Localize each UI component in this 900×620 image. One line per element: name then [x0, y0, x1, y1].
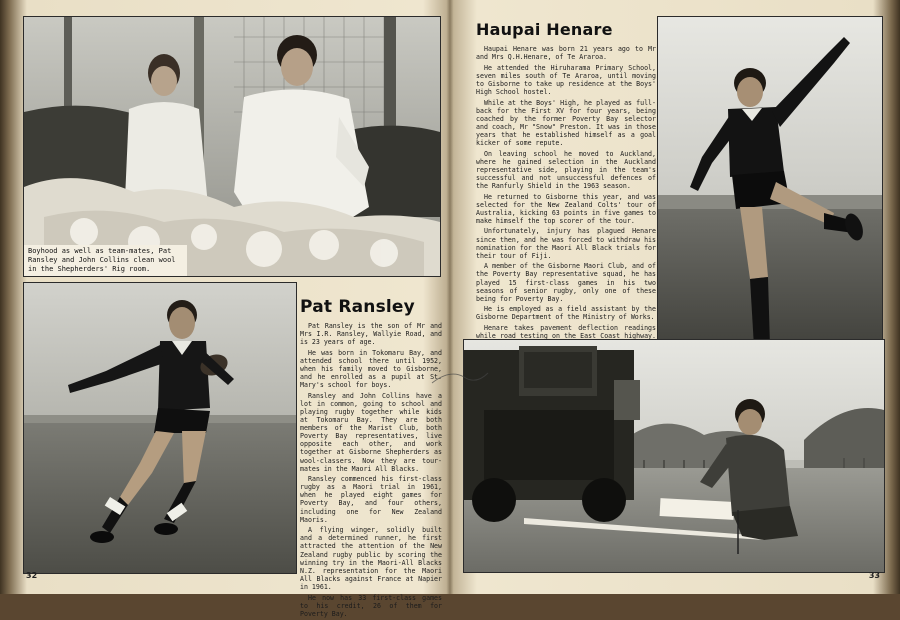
henare-kicking-photo — [658, 17, 882, 362]
henare-paragraph: He attended the Hiruharama Primary School, seven miles south of Te Araroa, until moving to Gisborne to take up residence at the Boys' High School hostel. — [476, 63, 656, 96]
wool-shed-caption: Boyhood as well as team-mates, Pat Ransley and John Collins clean wool in the Shepherders' Rig room. — [24, 245, 187, 276]
wool-shed-photo — [24, 17, 440, 276]
ransley-running-illustration — [24, 283, 296, 573]
henare-paragraph: A member of the Gisborne Maori Club, and of the Poverty Bay representative squad, he has played 15 first-class games in his two seasons of senior rugby, only one of these being for Poverty Bay. — [476, 262, 656, 303]
wool-shed-illustration — [24, 17, 440, 276]
ransley-paragraph: Pat Ransley is the son of Mr and Mrs I.R. Ransley, Wallyie Road, and is 23 years of age. — [300, 322, 442, 347]
henare-paragraph: He is employed as a field assistant by the Gisborne Department of the Ministry of Works. — [476, 305, 656, 322]
ransley-paragraph: He was born in Tokomaru Bay, and attended school there until 1952, when his family moved to Gisborne, and he enrolled as a pupil at St. Mary's school for boys. — [300, 348, 442, 390]
henare-paragraph: Unfortunately, injury has plagued Henare since then, and he was forced to withdraw his nomination for the Maori All Black trials for their tour of Fiji. — [476, 227, 656, 260]
ransley-article-body — [300, 322, 442, 620]
henare-paragraph: Henare takes pavement deflection readings while road testing on the East Coast highway. — [476, 324, 656, 341]
ransley-paragraph: A flying winger, solidly built and a determined runner, he first attracted the attention of the New Zealand rugby public by scoring the winning try in the Maori-All Blacks N.Z. representation for the Maori All Blacks against France at Napier in 1961. — [300, 526, 442, 591]
pencil-annotation-line — [430, 365, 490, 395]
road-testing-illustration — [464, 340, 884, 572]
ransley-paragraph: Ransley commenced his first-class rugby as a Maori trial in 1961, when he played eight games for Poverty Bay, and four others, including one for New Zealand Maoris. — [300, 475, 442, 524]
page-number-right: 33 — [868, 571, 880, 580]
ransley-running-photo — [24, 283, 296, 573]
henare-article-body — [476, 45, 656, 375]
henare-headline: Haupai Henare — [476, 20, 613, 39]
henare-paragraph: While at the Boys' High, he played as full-back for the First XV for four years, being coached by the former Poverty Bay selector and coach, Mr "Snow" Preston. It was in those years that he established himself as a goal kicker of some repute. — [476, 98, 656, 148]
henare-kicking-illustration — [658, 17, 882, 362]
ransley-paragraph: He now has 33 first-class games to his credit, 26 of them for Poverty Bay. — [300, 593, 442, 618]
ransley-paragraph: Ransley and John Collins have a lot in common, going to school and playing rugby together while kids at Tokomaru Bay. They are both members of the Marist Club, both Poverty Bay representatives, live opposite each other, and work together at Gisborne Shepherders as wool-classers. Now they are tour-mates in the Maori All Blacks. — [300, 391, 442, 473]
henare-paragraph: On leaving school he moved to Auckland, where he gained selection in the Auckland representative side, playing in the team's successful and not unsuccessful defences of the Ranfurly Shield in the 1963 season. — [476, 149, 656, 190]
henare-paragraph: He returned to Gisborne this year, and was selected for the New Zealand Colts' tour of Australia, kicking 63 points in five games to make himself the top scorer of the tour. — [476, 192, 656, 225]
henare-paragraph: Haupai Henare was born 21 years ago to Mr and Mrs Q.H.Henare, of Te Araroa. — [476, 45, 656, 62]
page-33 — [450, 0, 900, 594]
ransley-headline: Pat Ransley — [300, 297, 415, 317]
page-number-left: 32 — [26, 571, 38, 580]
page-32 — [0, 0, 450, 618]
road-testing-photo — [464, 340, 884, 572]
